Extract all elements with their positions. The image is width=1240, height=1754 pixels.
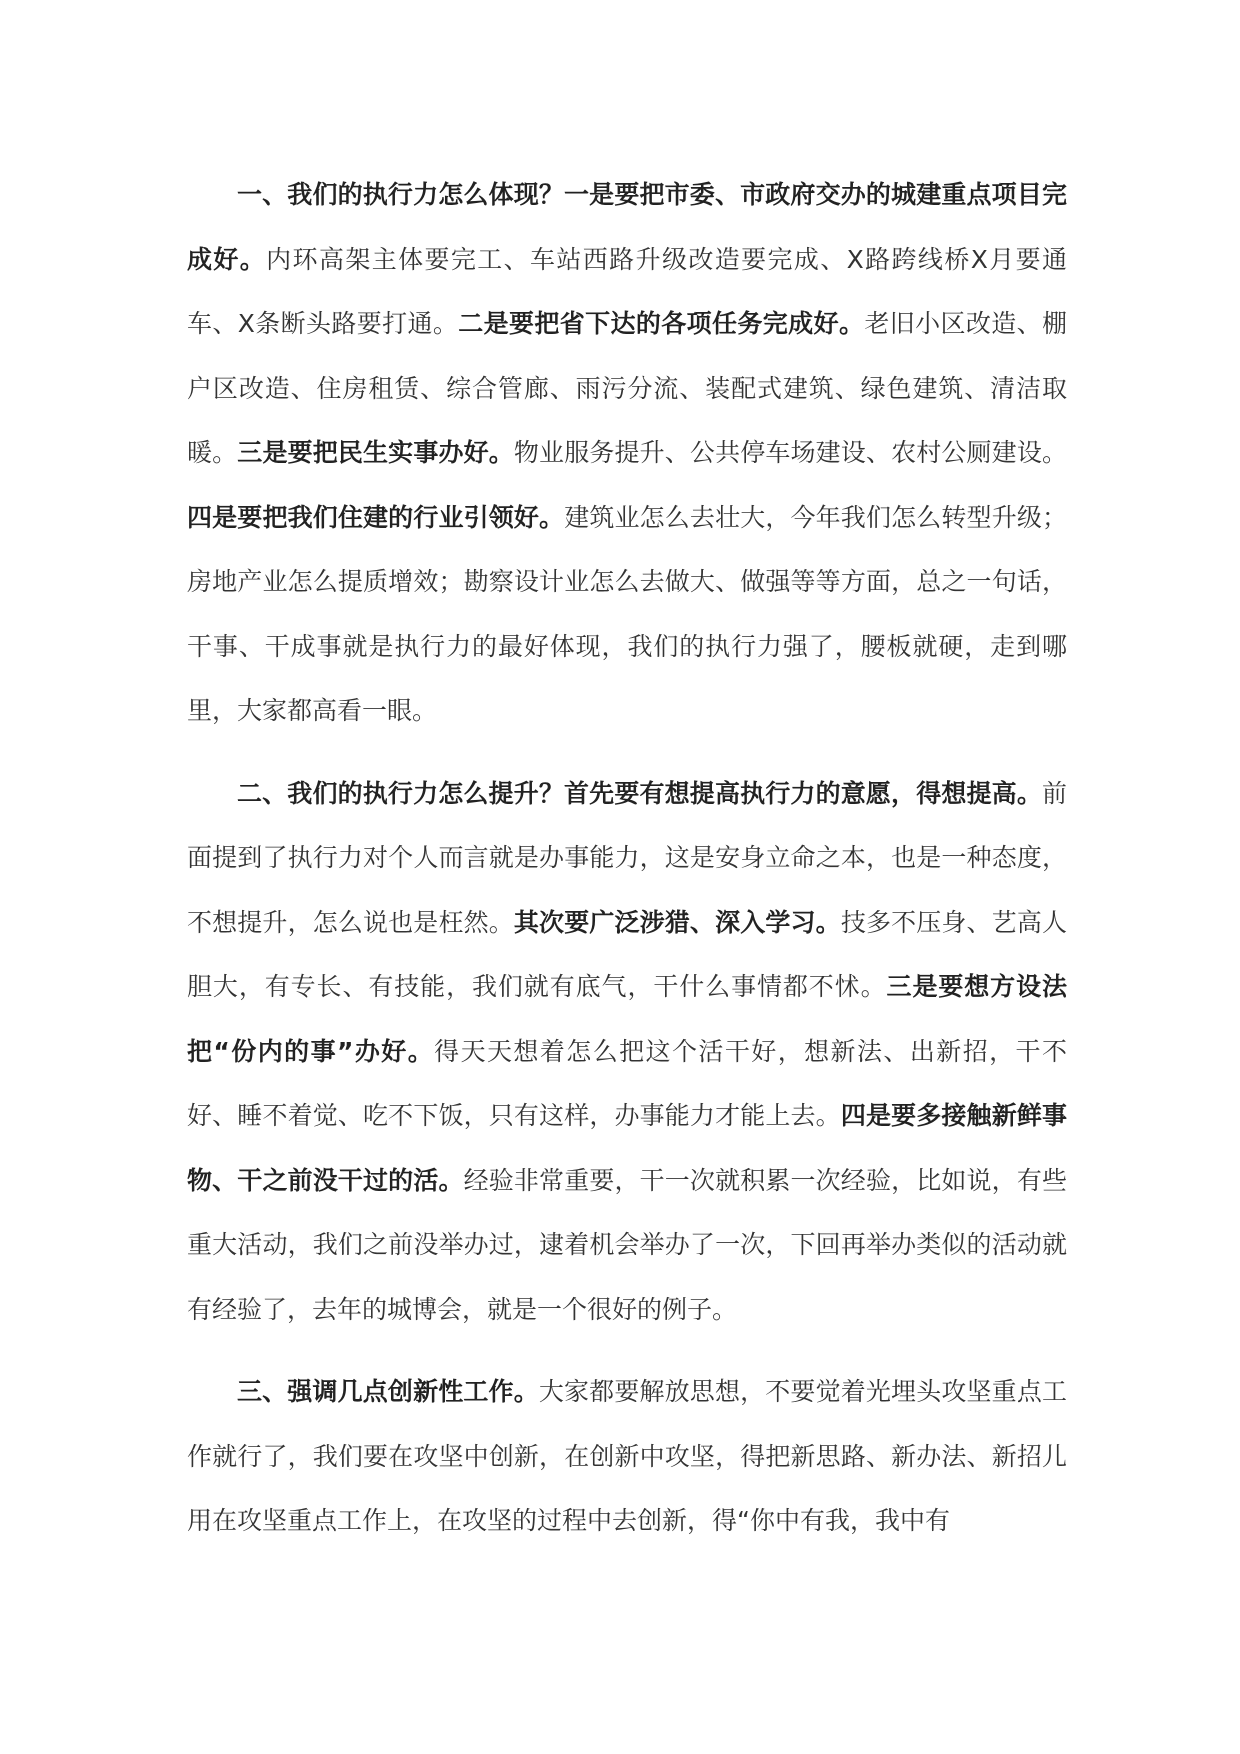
bold-point: 其次要广泛涉猎、深入学习。: [513, 907, 841, 937]
bold-heading-3: 三、强调几点创新性工作。: [237, 1377, 539, 1406]
body-text: 老旧小区改造、棚户区改造、住房租赁、综合管廊、雨污分流、装配式建筑、绿色建筑、清洁取暖。: [187, 309, 1067, 467]
bold-heading-1: 一、我们的执行力怎么体现？一是要把市委、市政府交办的城建重点项目完成好。: [187, 180, 1067, 274]
bold-point: 二是要把省下达的各项任务完成好。: [458, 309, 865, 338]
bold-point: 三是要想方设法把“份内的事”办好。: [187, 972, 1067, 1066]
bold-heading-2: 二、我们的执行力怎么提升？首先要有想提高执行力的意愿，得想提高。: [237, 778, 1042, 808]
paragraph-1: [187, 163, 1067, 744]
body-text: 内环高架主体要完工、车站西路升级改造要完成、X路跨线桥X月要通车、X条断头路要打通。: [187, 244, 1067, 338]
bold-point: 四是要把我们住建的行业引领好。: [187, 502, 565, 532]
body-text: 前面提到了执行力对个人而言就是办事能力，这是安身立命之本，也是一种态度，不想提升，怎么说也是枉然。: [187, 778, 1067, 937]
body-text: 技多不压身、艺高人胆大，有专长、有技能，我们就有底气，干什么事情都不怵。: [187, 907, 1067, 1001]
body-text: 物业服务提升、公共停车场建设、农村公厕建设。: [513, 438, 1067, 467]
body-text: 经验非常重要，干一次就积累一次经验，比如说，有些重大活动，我们之前没举办过，逮着机会举办了一次，下回再举办类似的活动就有经验了，去年的城博会，就是一个很好的例子。: [187, 1165, 1067, 1324]
bold-point: 四是要多接触新鲜事物、干之前没干过的活。: [187, 1101, 1067, 1195]
document-body: [187, 163, 1067, 1572]
body-text: 建筑业怎么去壮大，今年我们怎么转型升级；房地产业怎么提质增效；勘察设计业怎么去做大、做强等等方面，总之一句话，干事、干成事就是执行力的最好体现，我们的执行力强了，腰板就硬，走到哪里，大家都高看一眼。: [187, 502, 1067, 725]
paragraph-2: [187, 762, 1067, 1343]
paragraph-3: [187, 1360, 1067, 1554]
body-text: 得天天想着怎么把这个活干好，想新法、出新招，干不好、睡不着觉、吃不下饭，只有这样，办事能力才能上去。: [187, 1036, 1067, 1130]
bold-point: 三是要把民生实事办好。: [237, 438, 514, 467]
body-text: 大家都要解放思想，不要觉着光埋头攻坚重点工作就行了，我们要在攻坚中创新，在创新中攻坚，得把新思路、新办法、新招儿用在攻坚重点工作上，在攻坚的过程中去创新，得“你中有我，我中有: [187, 1377, 1067, 1535]
